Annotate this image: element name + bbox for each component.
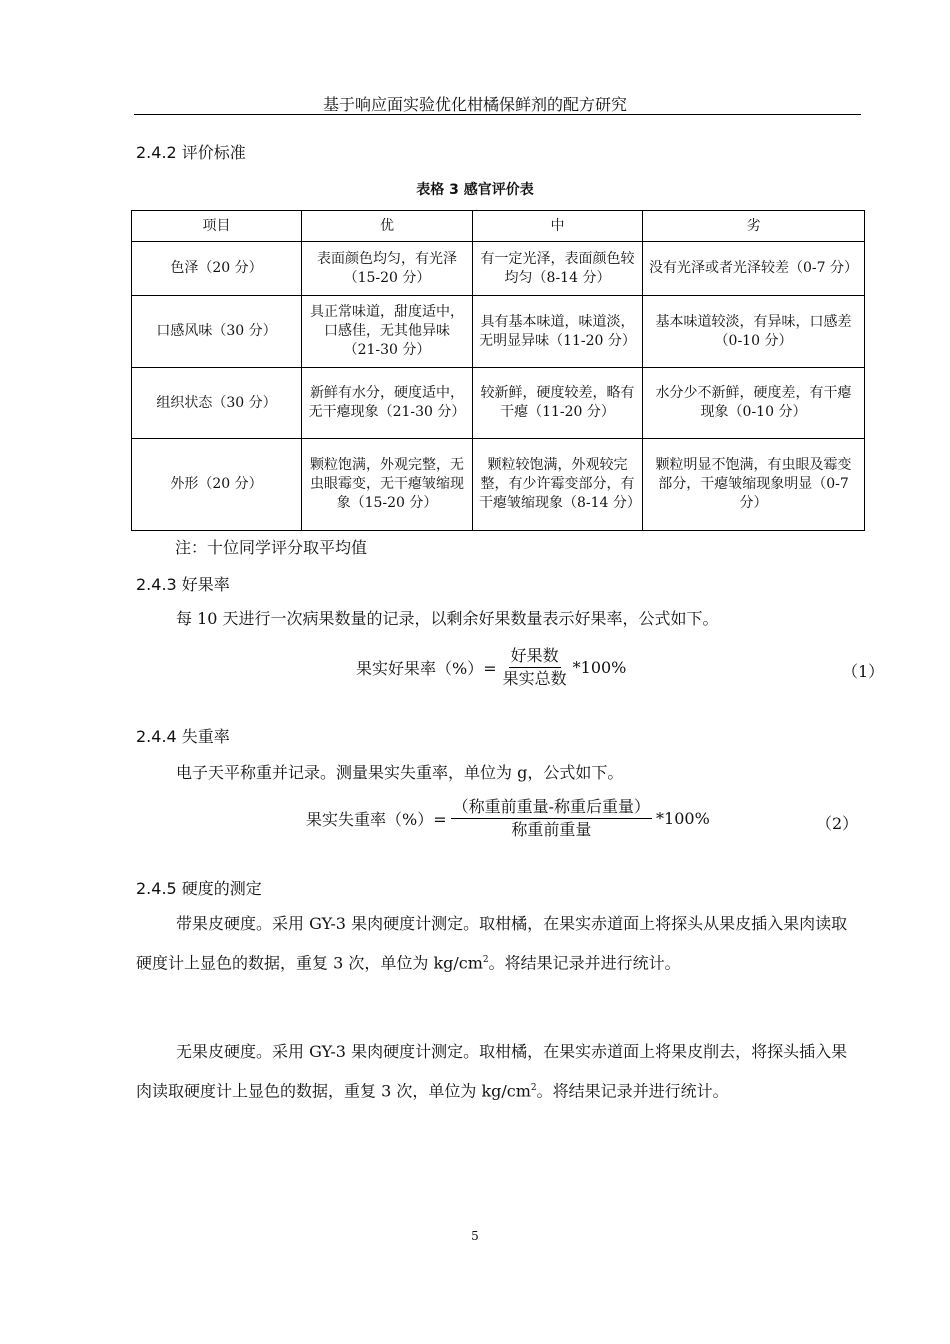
equation-number-1: （1） [842,662,885,681]
paragraph-text: 。将结果记录并进行统计。 [488,953,681,973]
formula-denominator: 称重前重量 [511,820,592,839]
formula-numerator: （称重前重量-称重后重量） [451,796,652,819]
paragraph-text: 无果皮硬度。采用 GY-3 果肉硬度计测定。取柑橘，在果实赤道面上将果皮削去，将探头插入果肉读取硬度计上显色的数据，重复 3 次，单位为 kg/cm [136,1042,848,1101]
table-cell: 色泽（20 分） [132,242,302,296]
formula-weight-loss-rate [306,796,710,841]
table-cell: 基本味道较淡，有异味，口感差（0-10 分） [643,296,865,368]
equation-number-2: （2） [816,814,859,833]
table-header-row [132,211,865,242]
table-cell: 外形（20 分） [132,439,302,531]
table-cell: 口感风味（30 分） [132,296,302,368]
table-cell: 有一定光泽，表面颜色较均匀（8-14 分） [473,242,643,296]
column-header: 优 [302,211,473,242]
section-heading-2-4-5: 2.4.5 硬度的测定 [136,879,262,898]
table-note: 注：十位同学评分取平均值 [175,538,368,557]
formula-fraction [451,796,652,841]
superscript: 2 [482,955,489,965]
header-rule [134,114,861,115]
formula-fraction [501,645,569,690]
table-cell: 组织状态（30 分） [132,368,302,439]
formula-rhs: *100% [656,809,710,828]
section-heading-2-4-3: 2.4.3 好果率 [136,575,230,594]
table-row [132,439,865,531]
formula-rhs: *100% [572,658,627,677]
paragraph-text: 。将结果记录并进行统计。 [536,1081,729,1101]
paragraph-text: 带果皮硬度。采用 GY-3 果肉硬度计测定。取柑橘，在果实赤道面上将探头从果皮插入果肉读取硬度计上显色的数据，重复 3 次，单位为 kg/cm [136,914,848,973]
table-row [132,368,865,439]
column-header: 项目 [132,211,302,242]
sensory-evaluation-table [131,210,865,531]
table-cell: 新鲜有水分，硬度适中，无干瘪现象（21-30 分） [302,368,473,439]
table-cell: 较新鲜，硬度较差，略有干瘪（11-20 分） [473,368,643,439]
table-cell: 颗粒较饱满，外观较完整，有少许霉变部分，有干瘪皱缩现象（8-14 分） [473,439,643,531]
paragraph-hardness-with-peel [136,905,858,981]
section-heading-2-4-2: 2.4.2 评价标准 [136,143,246,162]
formula-good-fruit-rate [356,645,626,690]
table-cell: 颗粒明显不饱满，有虫眼及霉变部分，干瘪皱缩现象明显（0-7 分） [643,439,865,531]
table-row [132,242,865,296]
page-number: 5 [471,1229,479,1243]
formula-lhs: 果实失重率（%）= [306,810,447,829]
paragraph-weight-loss-rate: 电子天平称重并记录。测量果实失重率，单位为 g，公式如下。 [176,763,624,782]
formula-numerator: 好果数 [509,645,561,668]
column-header: 劣 [643,211,865,242]
table-cell: 颗粒饱满，外观完整，无虫眼霉变，无干瘪皱缩现象（15-20 分） [302,439,473,531]
superscript: 2 [530,1083,537,1093]
table-cell: 具正常味道，甜度适中，口感佳，无其他异味（21-30 分） [302,296,473,368]
column-header: 中 [473,211,643,242]
paragraph-hardness-without-peel [136,1033,858,1109]
table-cell: 具有基本味道，味道淡，无明显异味（11-20 分） [473,296,643,368]
paragraph-good-fruit-rate: 每 10 天进行一次病果数量的记录，以剩余好果数量表示好果率，公式如下。 [176,609,719,628]
section-heading-2-4-4: 2.4.4 失重率 [136,727,230,746]
page-header-title: 基于响应面实验优化柑橘保鲜剂的配方研究 [322,95,627,114]
formula-denominator: 果实总数 [502,669,567,688]
table-caption: 表格 3 感官评价表 [416,182,534,198]
table-cell: 没有光泽或者光泽较差（0-7 分） [643,242,865,296]
table-cell: 水分少不新鲜，硬度差，有干瘪现象（0-10 分） [643,368,865,439]
table-cell: 表面颜色均匀，有光泽（15-20 分） [302,242,473,296]
table-row [132,296,865,368]
formula-lhs: 果实好果率（%）= [356,659,497,678]
